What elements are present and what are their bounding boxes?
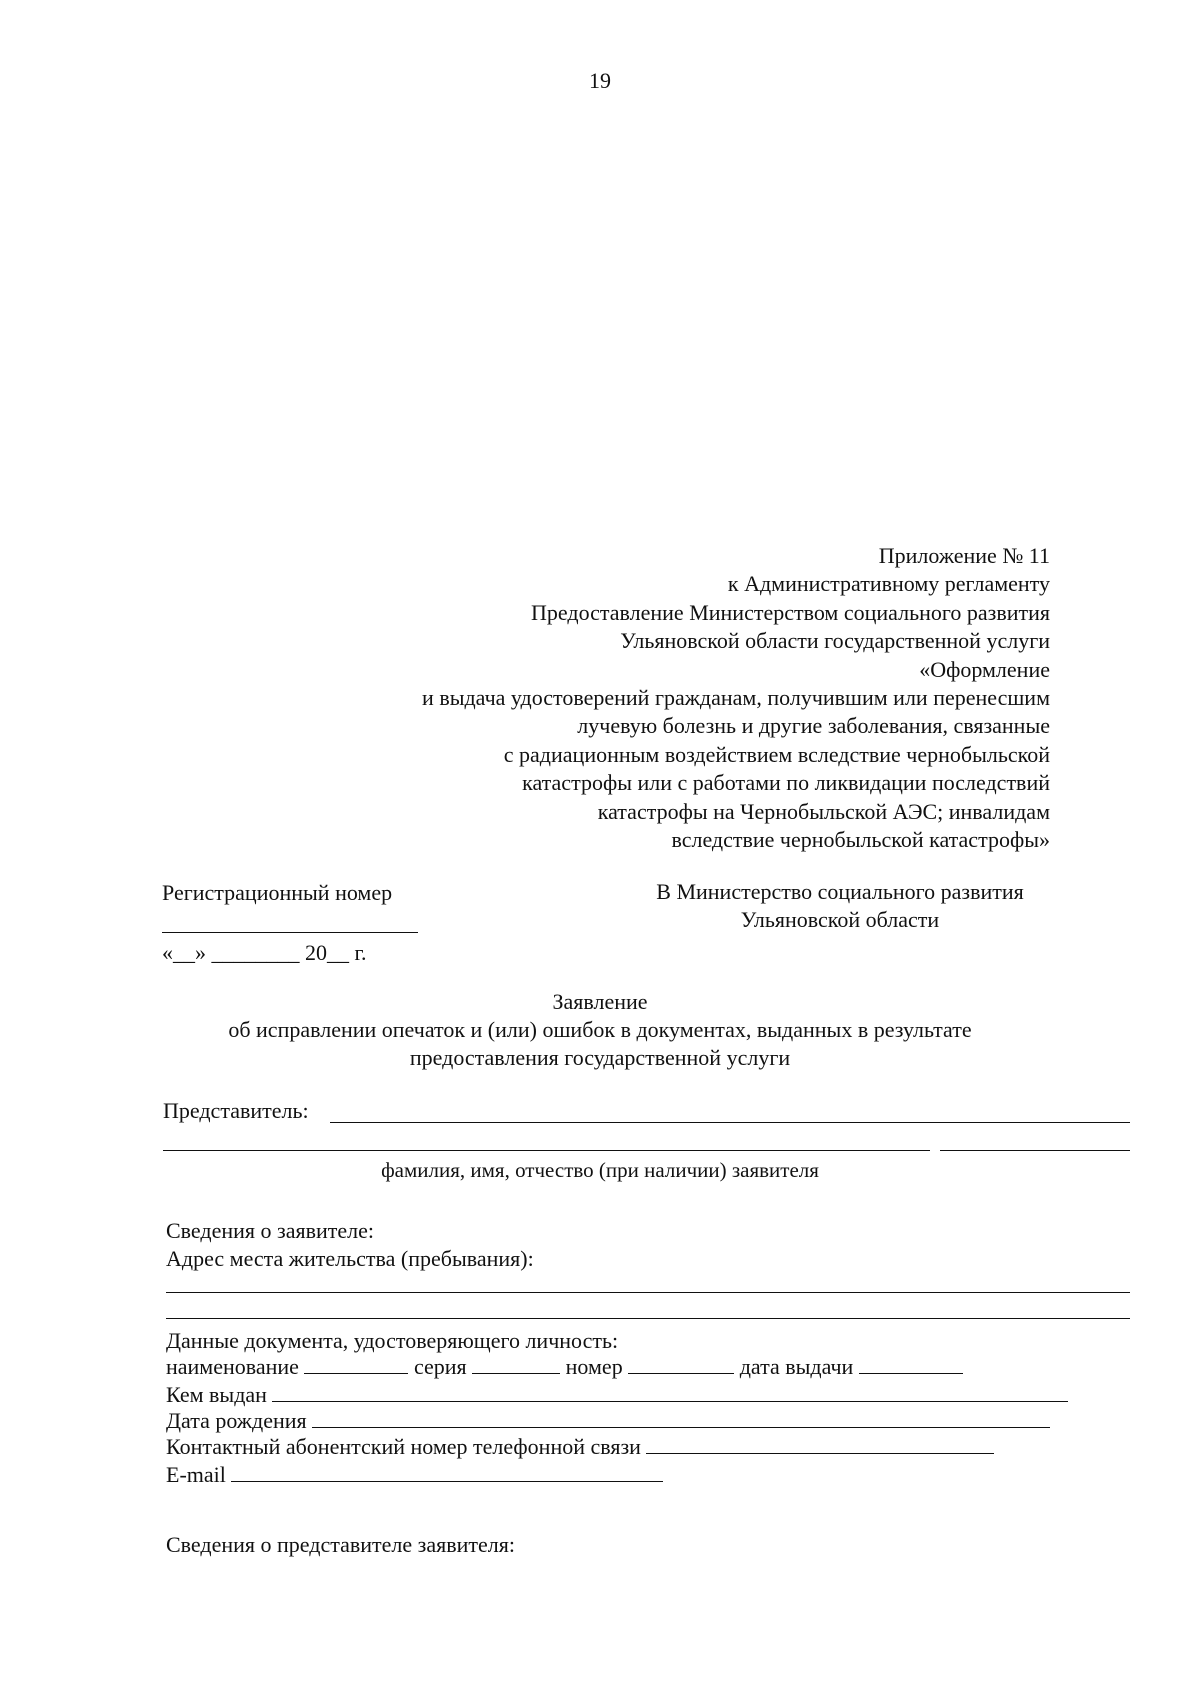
appendix-line: вследствие чернобыльской катастрофы» [671, 827, 1050, 853]
appendix-header [290, 542, 1050, 854]
appendix-line: катастрофы на Чернобыльской АЭС; инвалидам [597, 798, 1050, 824]
doc-number-label: номер [565, 1354, 623, 1379]
doc-series-field[interactable] [472, 1355, 560, 1374]
doc-issue-date-label: дата выдачи [739, 1354, 854, 1379]
phone-label: Контактный абонентский номер телефонной связи [166, 1434, 641, 1459]
title-heading: Заявление [552, 989, 648, 1014]
birth-date-field[interactable] [312, 1409, 1050, 1428]
recipient-line: Ульяновской области [740, 907, 940, 932]
address-field[interactable] [166, 1292, 1130, 1293]
appendix-line: Ульяновской области государственной услуги [620, 628, 1050, 654]
email-label: E-mail [166, 1462, 226, 1487]
title-line: об исправлении опечаток и (или) ошибок в документах, выданных в результате [228, 1017, 972, 1042]
document-title [150, 988, 1050, 1072]
appendix-line: лучевую болезнь и другие заболевания, связанные [577, 713, 1050, 739]
applicant-section-label: Сведения о заявителе: [166, 1218, 375, 1243]
doc-issue-date-field[interactable] [859, 1355, 963, 1374]
representative-info-label: Сведения о представителе заявителя: [166, 1532, 515, 1557]
issued-by-field[interactable] [272, 1383, 1068, 1402]
representative-caption: фамилия, имя, отчество (при наличии) заявителя [381, 1158, 819, 1182]
phone-row [166, 1434, 994, 1460]
doc-number-field[interactable] [628, 1355, 734, 1374]
appendix-line: с радиационным воздействием вследствие чернобыльской [503, 741, 1050, 767]
appendix-line: Предоставление Министерством социального развития [531, 599, 1050, 625]
registration-number-label: Регистрационный номер [162, 880, 393, 905]
phone-field[interactable] [646, 1435, 994, 1454]
email-row [166, 1462, 663, 1488]
recipient-block [630, 878, 1050, 934]
representative-field-line2-end[interactable] [940, 1150, 1130, 1151]
recipient-line: В Министерство социального развития [656, 879, 1024, 904]
doc-name-label: наименование [166, 1354, 299, 1379]
issued-by-label: Кем выдан [166, 1382, 267, 1407]
title-line: предоставления государственной услуги [409, 1045, 791, 1070]
doc-series-label: серия [413, 1354, 467, 1379]
page-number: 19 [589, 68, 611, 93]
email-field[interactable] [231, 1463, 663, 1482]
birth-date-label: Дата рождения [166, 1408, 307, 1433]
address-label: Адрес места жительства (пребывания): [166, 1246, 534, 1271]
id-document-label: Данные документа, удостоверяющего личность: [166, 1328, 619, 1353]
id-document-row [166, 1354, 963, 1380]
doc-name-field[interactable] [304, 1355, 408, 1374]
appendix-line: «Оформление [919, 656, 1050, 682]
issued-by-row [166, 1382, 1068, 1408]
representative-field[interactable] [330, 1122, 1130, 1123]
registration-number-field[interactable] [162, 932, 418, 933]
appendix-line: катастрофы или с работами по ликвидации последствий [522, 770, 1050, 796]
registration-date-field[interactable]: «__» ________ 20__ г. [162, 940, 367, 965]
representative-label: Представитель: [163, 1098, 309, 1123]
address-field-line2[interactable] [166, 1318, 1130, 1319]
representative-field-line2[interactable] [163, 1150, 930, 1151]
birth-date-row [166, 1408, 1050, 1434]
appendix-line: Приложение № 11 [878, 543, 1050, 568]
appendix-line: и выдача удостоверений гражданам, получившим или перенесшим [422, 685, 1050, 711]
appendix-line: к Административному регламенту [727, 571, 1050, 597]
